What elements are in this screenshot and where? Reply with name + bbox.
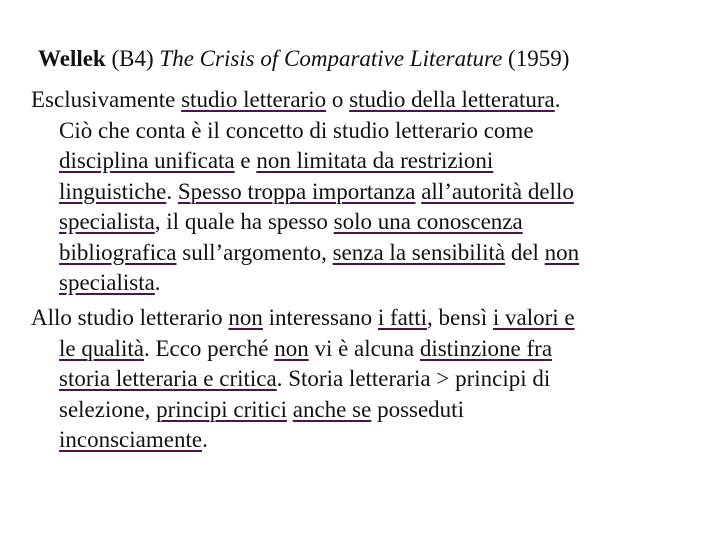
- text-line: [31, 364, 703, 395]
- text-run: .: [166, 178, 178, 204]
- text-line: [31, 177, 703, 208]
- underlined-phrase: anche se: [292, 396, 372, 422]
- slide-heading: [38, 44, 569, 74]
- underlined-phrase: all’autorità dello: [421, 178, 574, 204]
- text-run: .: [154, 270, 161, 295]
- text-run: selezione,: [59, 396, 157, 422]
- text-line: [31, 116, 703, 147]
- text-line: [31, 425, 703, 456]
- paragraph-values: [31, 303, 703, 456]
- text-run: Esclusivamente: [31, 87, 182, 112]
- text-run: .: [554, 87, 561, 112]
- text-run: sull’argomento,: [176, 239, 333, 265]
- underlined-phrase: specialista: [59, 270, 155, 295]
- text-run: Ciò che conta è il concetto di studio letterario come: [59, 117, 534, 143]
- text-run: interessano: [262, 305, 378, 330]
- text-line: [31, 268, 703, 299]
- text-run: del: [505, 239, 545, 265]
- underlined-phrase: i fatti: [377, 305, 428, 330]
- text-run: , bensì: [427, 305, 493, 330]
- underlined-phrase: bibliografica: [59, 239, 177, 265]
- underlined-phrase: non: [544, 239, 580, 265]
- text-run: . Storia letteraria > principi di: [276, 366, 551, 391]
- underlined-phrase: studio letterario: [181, 87, 327, 112]
- text-run: e: [234, 148, 257, 173]
- text-line: [31, 85, 703, 116]
- paragraph-definition: [31, 85, 703, 299]
- underlined-phrase: senza la sensibilità: [332, 239, 506, 265]
- text-run: .: [202, 427, 208, 452]
- text-run: posseduti: [371, 396, 464, 422]
- underlined-phrase: inconsciamente: [59, 427, 203, 452]
- underlined-phrase: le qualità: [59, 335, 144, 361]
- text-line: [31, 303, 703, 334]
- underlined-phrase: specialista: [59, 209, 155, 234]
- text-line: [31, 146, 703, 177]
- underlined-phrase: solo una conoscenza: [333, 209, 523, 234]
- underlined-phrase: linguistiche: [59, 178, 167, 204]
- text-line: [31, 334, 703, 365]
- underlined-phrase: Spesso troppa importanza: [177, 178, 416, 204]
- underlined-phrase: non limitata da restrizioni: [256, 148, 494, 173]
- text-run: o: [326, 87, 350, 112]
- text-run: , il quale ha spesso: [154, 209, 334, 234]
- text-line: [31, 238, 703, 269]
- underlined-phrase: i valori e: [492, 305, 575, 330]
- underlined-phrase: distinzione fra: [419, 335, 553, 361]
- text-run: Allo studio letterario: [31, 305, 229, 330]
- underlined-phrase: storia letteraria e critica: [59, 366, 277, 391]
- underlined-phrase: studio della letteratura: [349, 87, 555, 112]
- author-name: Wellek: [38, 46, 106, 71]
- text-run: . Ecco perché: [143, 335, 275, 361]
- underlined-phrase: non: [274, 335, 309, 361]
- book-title: The Crisis of Comparative Literature: [159, 46, 503, 71]
- reference-code: (B4): [105, 46, 160, 71]
- text-run: vi è alcuna: [308, 335, 420, 361]
- text-line: [31, 207, 703, 238]
- underlined-phrase: principi critici: [156, 396, 288, 422]
- text-line: [31, 395, 703, 426]
- underlined-phrase: non: [228, 305, 263, 330]
- publication-year: (1959): [502, 46, 570, 71]
- underlined-phrase: disciplina unificata: [59, 148, 235, 173]
